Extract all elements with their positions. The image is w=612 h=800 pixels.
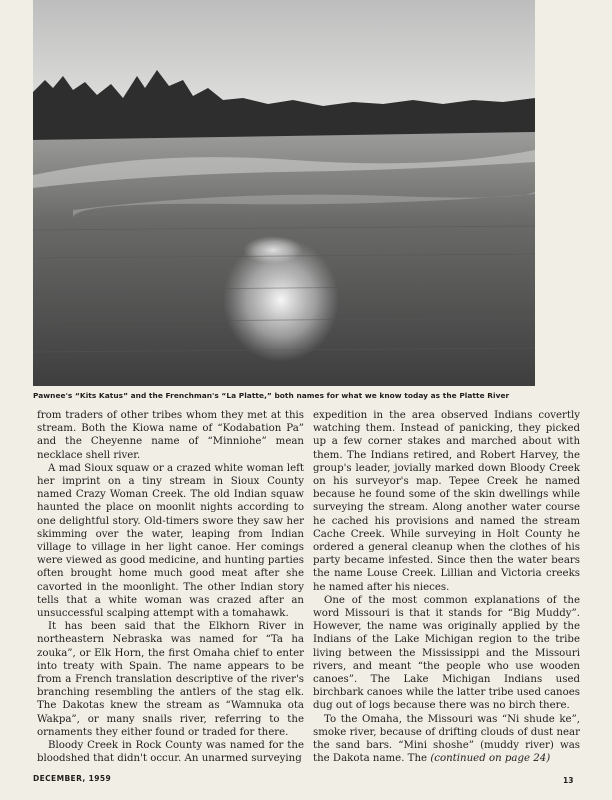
page-number: 13 [563,776,574,785]
paragraph: from traders of other tribes whom they met at this stream. Both the Kiowa name of “Kodabation Pa” and the Cheyenne name of “Minniohe” mean necklace shell river. [37,410,304,461]
paragraph: Bloody Creek in Rock County was named for the bloodshed that didn't occur. An unarmed surveying [37,740,304,765]
left-column [37,409,304,765]
paragraph [313,713,580,766]
paragraph: One of the most common explanations of the word Missouri is that it stands for “Big Muddy”. However, the name was originally applied by the Indians of the Lake Michigan region to the tribe living between the Mississippi and the Missouri rivers, and meant “the people who use wooden canoes”. The Lake Michigan Indians used birchbark canoes while the latter tribe used canoes dug out of logs because there was no birch there. [313,594,580,712]
river-photo-graphic [33,0,535,386]
paragraph: It has been said that the Elkhorn River in northeastern Nebraska was named for “Ta ha zouka”, or Elk Horn, the first Omaha chief to enter into treaty with Spain. The name appears to be from a French translation descriptive of the river's branching resembling the antlers of the stag elk. The Dakotas knew the stream as “Wamnuka ota Wakpa”, or many snails river, referring to the ornaments they either found or traded for there. [37,621,304,738]
footer-date: DECEMBER, 1959 [33,774,112,783]
paragraph-text: To the Omaha, the Missouri was “Ni shude ke”, smoke river, because of drifting clouds of dust near the sand bars. “Mini shoshe” (muddy river) was the Dakota name. The [313,713,580,765]
river-photograph [33,0,535,386]
continued-note: (continued on page 24) [430,753,551,765]
paragraph: expedition in the area observed Indians covertly watching them. Instead of panicking, they picked up a few corner stakes and marched about with them. The Indians retired, and Robert Harvey, the group's leader, jovially marked down Bloody Creek on his surveyor's map. Tepee Creek he named because he found some of the skin dwellings while surveying the stream. Along another water course he cached his provisions and named the stream Cache Creek. While surveying in Holt County he ordered a general cleanup when the clothes of his party became infested. Since then the water bears the name Louse Creek. Lillian and Victoria creeks he named after his nieces. [313,410,580,593]
photo-caption: Pawnee's “Kits Katus” and the Frenchman's “La Platte,” both names for what we know today as the Platte River [33,391,510,400]
right-column [313,409,580,765]
paragraph: A mad Sioux squaw or a crazed white woman left her imprint on a tiny stream in Sioux County named Crazy Woman Creek. The old Indian squaw haunted the place on moonlit nights according to one delightful story. Old-timers swore they saw her skimming over the water, leaping from Indian village to village in her light canoe. Her comings were viewed as good medicine, and hunting parties often brought home much good meat after she cavorted in the moonlight. The other Indian story tells that a white woman was crazed after an unsuccessful scalping attempt with a tomahawk. [37,462,304,620]
